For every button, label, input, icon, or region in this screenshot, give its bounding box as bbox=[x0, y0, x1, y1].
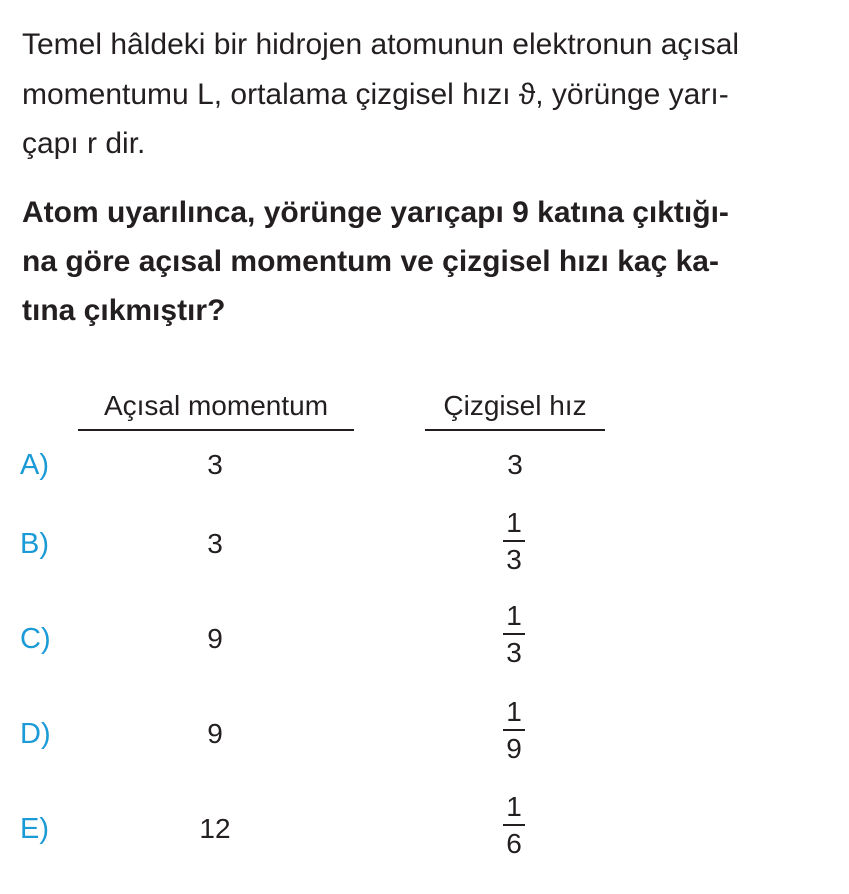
header-rule-angular bbox=[78, 429, 354, 431]
fraction-bar bbox=[503, 540, 525, 542]
speed-value: 3 bbox=[507, 449, 523, 480]
header-linear-speed: Çizgisel hız bbox=[443, 390, 587, 421]
intro-line-1: Temel hâldeki bir hidrojen atomunun elektronun açısal bbox=[22, 28, 740, 61]
fraction-numerator: 1 bbox=[506, 600, 522, 631]
angular-value: 12 bbox=[199, 813, 231, 844]
fraction-denominator: 3 bbox=[506, 637, 522, 668]
speed-fraction bbox=[494, 697, 534, 764]
option-label: A) bbox=[20, 449, 49, 481]
speed-fraction bbox=[494, 601, 534, 668]
intro-line-3: çapı r dir. bbox=[22, 127, 146, 160]
speed-fraction bbox=[494, 508, 534, 575]
fraction-bar bbox=[503, 633, 525, 635]
fraction-denominator: 9 bbox=[506, 733, 522, 764]
angular-value: 9 bbox=[207, 718, 223, 749]
angular-value: 3 bbox=[207, 449, 223, 480]
option-label: E) bbox=[20, 813, 49, 845]
fraction-denominator: 3 bbox=[506, 544, 522, 575]
fraction-numerator: 1 bbox=[506, 507, 522, 538]
header-rule-speed bbox=[425, 429, 605, 431]
option-label: C) bbox=[20, 623, 51, 655]
prompt-line-2: na göre açısal momentum ve çizgisel hızı kaç ka- bbox=[22, 245, 719, 278]
option-label: B) bbox=[20, 528, 49, 560]
fraction-bar bbox=[503, 729, 525, 731]
speed-fraction bbox=[494, 792, 534, 859]
fraction-bar bbox=[503, 824, 525, 826]
angular-value: 9 bbox=[207, 623, 223, 654]
fraction-denominator: 6 bbox=[506, 828, 522, 859]
prompt-line-3: tına çıkmıştır? bbox=[22, 294, 226, 327]
fraction-numerator: 1 bbox=[506, 696, 522, 727]
option-label: D) bbox=[20, 718, 51, 750]
intro-line-2: momentumu L, ortalama çizgisel hızı ϑ, yörünge yarı- bbox=[22, 78, 729, 111]
fraction-numerator: 1 bbox=[506, 791, 522, 822]
header-angular-momentum: Açısal momentum bbox=[103, 390, 329, 421]
prompt-line-1: Atom uyarılınca, yörünge yarıçapı 9 katına çıktığı- bbox=[22, 196, 729, 229]
angular-value: 3 bbox=[207, 528, 223, 559]
